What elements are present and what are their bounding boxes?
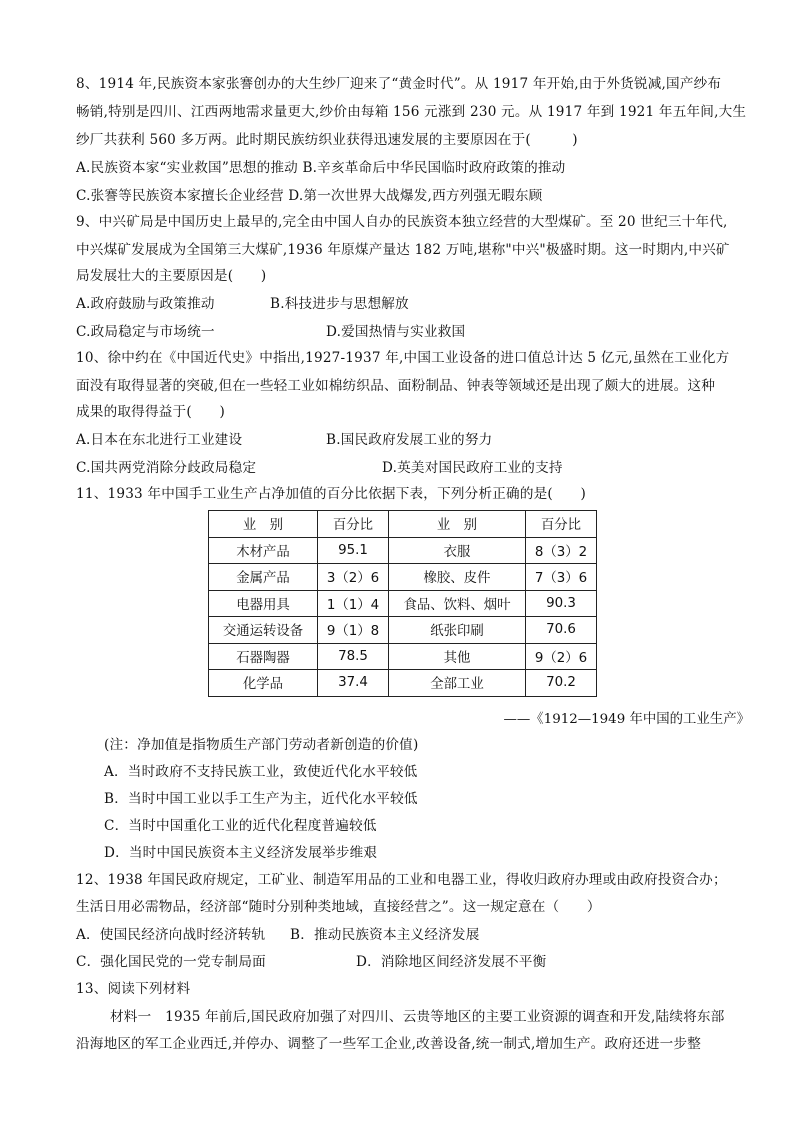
table-cell: 纸张印刷 [389,617,526,644]
q9-option-b: B.科技进步与思想解放 [270,296,409,312]
q10-option-d: D.英美对国民政府工业的支持 [382,460,563,476]
q12-option-d: D．消除地区间经济发展不平衡 [356,954,547,970]
q8-line-1: 8、1914 年,民族资本家张謇创办的大生纱厂迎来了“黄金时代”。从 1917 年开始,由于外货锐减,国产纱布 [76,76,722,92]
table-cell: 9（1）8 [318,617,389,644]
q12-option-c: C．强化国民党的一党专制局面 [76,954,266,970]
table-cell: 8（3）2 [526,537,597,564]
table-header-row [209,511,597,538]
q8-option-cd: C.张謇等民族资本家擅长企业经营 D.第一次世界大战爆发,西方列强无暇东顾 [76,188,543,204]
table-cell: 其他 [389,643,526,670]
q13-stem: 13、阅读下列材料 [76,981,191,997]
table-cell: 1（1）4 [318,590,389,617]
q11-table-source: ——《1912—1949 年中国的工业生产》 [503,712,750,727]
q11-option-b: B．当时中国工业以手工生产为主，近代化水平较低 [104,791,418,807]
q9-option-c: C.政局稳定与市场统一 [76,324,215,340]
q13-material-line-2: 沿海地区的军工企业西迁,并停办、调整了一些军工企业,改善设备,统一制式,增加生产。政府还进一步整 [76,1036,702,1052]
table-cell: 橡胶、皮件 [389,564,526,591]
table-cell: 衣服 [389,537,526,564]
q10-option-c: C.国共两党消除分歧政局稳定 [76,460,257,476]
q10-option-a: A.日本在东北进行工业建设 [76,432,243,448]
table-cell: 化学品 [209,670,318,697]
q10-line-1: 10、徐中约在《中国近代史》中指出,1927-1937 年,中国工业设备的进口值总计达 5 亿元,虽然在工业化方 [76,350,730,366]
q11-option-a: A．当时政府不支持民族工业，致使近代化水平较低 [104,764,418,780]
table-cell: 70.6 [526,617,597,644]
table-cell: 木材产品 [209,537,318,564]
table-cell: 78.5 [318,643,389,670]
table-header-cell: 百分比 [318,511,389,538]
q9-line-2: 中兴煤矿发展成为全国第三大煤矿,1936 年原煤产量达 182 万吨,堪称"中兴"极盛时期。这一时期内,中兴矿 [76,242,730,258]
q9-option-a: A.政府鼓励与政策推动 [76,296,215,312]
q9-line-1: 9、中兴矿局是中国历史上最早的,完全由中国人自办的民族资本独立经营的大型煤矿。至 20 世纪三十年代, [76,214,728,230]
table-cell: 70.2 [526,670,597,697]
table-row [209,670,597,697]
q10-line-2: 面没有取得显著的突破,但在一些轻工业如棉纺织品、面粉制品、钟表等领域还是出现了颇大的进展。这种 [76,378,716,394]
table-cell: 7（3）6 [526,564,597,591]
table-cell: 电器用具 [209,590,318,617]
table-cell: 全部工业 [389,670,526,697]
table-cell: 交通运转设备 [209,617,318,644]
q12-option-a: A．使国民经济向战时经济转轨 [76,927,266,943]
table-row [209,590,597,617]
table-row [209,643,597,670]
q10-option-b: B.国民政府发展工业的努力 [326,432,493,448]
table-row [209,537,597,564]
table-header-cell: 百分比 [526,511,597,538]
q11-option-c: C．当时中国重化工业的近代化程度普遍较低 [104,818,377,834]
q11-option-d: D．当时中国民族资本主义经济发展举步维艰 [104,845,378,861]
q10-line-3: 成果的取得得益于( ) [76,404,225,420]
q8-option-ab: A.民族资本家“实业救国”思想的推动 B.辛亥革命后中华民国临时政府政策的推动 [76,160,566,176]
q12-option-b: B．推动民族资本主义经济发展 [290,927,480,943]
table-cell: 食品、饮料、烟叶 [389,590,526,617]
q9-option-d: D.爱国热情与实业救国 [326,324,466,340]
table-row [209,564,597,591]
q12-line-1: 12、1938 年国民政府规定，工矿业、制造军用品的工业和电器工业，得收归政府办理或由政府投资合办； [76,872,727,888]
q8-line-3: 纱厂共获利 560 多万两。此时期民族纺织业获得迅速发展的主要原因在于( ) [76,132,578,148]
table-row [209,617,597,644]
table-header-cell: 业 别 [209,511,318,538]
q9-line-3: 局发展壮大的主要原因是( ) [76,268,267,284]
table-cell: 90.3 [526,590,597,617]
table-cell: 3（2）6 [318,564,389,591]
q12-line-2: 生活日用必需物品，经济部“随时分别种类地域，直接经营之”。这一规定意在（ ） [76,899,601,915]
q11-percentage-table [208,510,597,697]
table-cell: 金属产品 [209,564,318,591]
table-cell: 37.4 [318,670,389,697]
table-cell: 石器陶器 [209,643,318,670]
table-header-cell: 业 别 [389,511,526,538]
table-cell: 95.1 [318,537,389,564]
table-cell: 9（2）6 [526,643,597,670]
q8-line-2: 畅销,特别是四川、江西两地需求量更大,纱价由每箱 156 元涨到 230 元。从 1917 年到 1921 年五年间,大生 [76,104,747,120]
q11-note: (注：净加值是指物质生产部门劳动者新创造的价值) [104,737,419,753]
q11-stem: 11、1933 年中国手工业生产占净加值的百分比依据下表，下列分析正确的是( ) [76,486,587,502]
q13-material-line-1: 材料一 1935 年前后,国民政府加强了对四川、云贵等地区的主要工业资源的调查和开发,陆续将东部 [110,1009,725,1025]
